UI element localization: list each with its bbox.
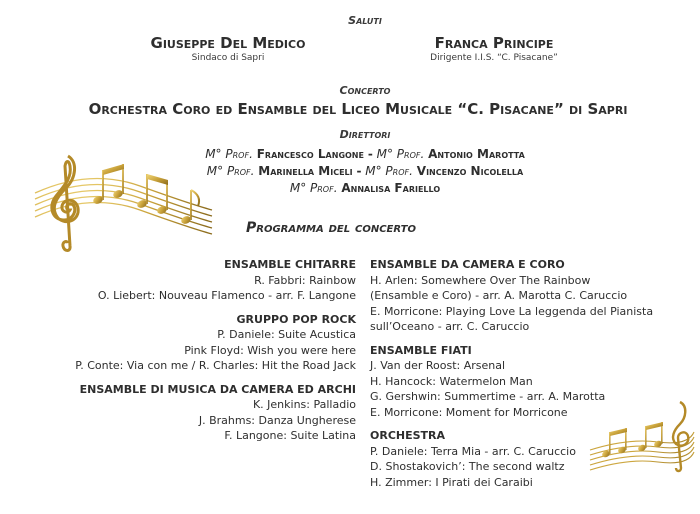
director-separator: - xyxy=(367,147,373,161)
director-prefix: M° Prof. xyxy=(376,147,425,161)
director-prefix: M° Prof. xyxy=(289,181,338,195)
mayor-role: Sindaco di Sapri xyxy=(191,53,265,63)
directors-line-2 xyxy=(0,164,700,178)
directors-line-3 xyxy=(0,181,700,195)
director-prefix: M° Prof. xyxy=(365,164,413,178)
director-separator: - xyxy=(356,164,362,178)
saluti-label: Saluti xyxy=(348,14,382,27)
program-item: H. Hancock: Watermelon Man xyxy=(370,374,533,388)
program-item: E. Morricone: Moment for Morricone xyxy=(370,405,568,419)
concerto-label: Concerto xyxy=(339,84,391,97)
principal-name: Franca Principe xyxy=(434,34,554,52)
programma-title: Programma del concerto xyxy=(246,220,416,236)
program-item: J. Van der Roost: Arsenal xyxy=(370,359,506,372)
direttori-label: Direttori xyxy=(339,128,391,141)
program-right-column xyxy=(370,257,690,490)
program-item: D. Shostakovich’: The second waltz xyxy=(370,460,565,473)
section-heading: ENSAMBLE DA CAMERA E CORO xyxy=(370,258,565,271)
program-item: P. Daniele: Terra Mia - arr. C. Caruccio xyxy=(370,444,576,458)
program-item: P. Conte: Via con me / R. Charles: Hit the Road Jack xyxy=(75,359,356,372)
program-item: K. Jenkins: Palladio xyxy=(252,398,356,411)
section-heading: ENSAMBLE FIATI xyxy=(370,343,472,357)
director-name: Vincenzo Nicolella xyxy=(416,164,524,178)
director-name: Francesco Langone xyxy=(256,147,364,161)
director-name: Marinella Miceli xyxy=(258,164,353,178)
program-item: H. Arlen: Somewhere Over The Rainbow xyxy=(370,273,591,287)
section-heading: ENSAMBLE CHITARRE xyxy=(224,258,356,271)
program-item: J. Brahms: Danza Ungherese xyxy=(198,413,356,427)
section-heading: ENSAMBLE DI MUSICA DA CAMERA ED ARCHI xyxy=(79,382,356,396)
program-item: G. Gershwin: Summertime - arr. A. Marotta xyxy=(370,390,606,403)
program-item: R. Fabbri: Rainbow xyxy=(254,273,356,287)
program-item: P. Daniele: Suite Acustica xyxy=(217,328,356,341)
orchestra-title: Orchestra Coro ed Ensamble del Liceo Musicale “C. Pisacane” di Sapri xyxy=(88,100,628,118)
program-item: O. Liebert: Nouveau Flamenco - arr. F. Langone xyxy=(97,289,356,302)
director-prefix: M° Prof. xyxy=(205,147,253,161)
director-prefix: M° Prof. xyxy=(206,164,255,178)
mayor-name: Giuseppe Del Medico xyxy=(150,34,306,52)
program-item: F. Langone: Suite Latina xyxy=(224,429,356,442)
principal-role: Dirigente I.I.S. “C. Pisacane” xyxy=(430,53,558,63)
program-item: H. Zimmer: I Pirati dei Caraibi xyxy=(370,475,533,489)
program-item: (Ensamble e Coro) - arr. A. Marotta C. Caruccio xyxy=(370,289,628,302)
program-item: E. Morricone: Playing Love La leggenda del Pianista xyxy=(370,304,654,318)
section-heading: GRUPPO POP ROCK xyxy=(236,312,356,326)
director-name: Antonio Marotta xyxy=(428,147,525,161)
director-name: Annalisa Fariello xyxy=(341,181,441,195)
directors-line-1 xyxy=(0,147,700,161)
program-item: Pink Floyd: Wish you were here xyxy=(184,343,356,357)
program-item: sull’Oceano - arr. C. Caruccio xyxy=(370,320,530,333)
program-left-column xyxy=(36,257,356,444)
section-heading: ORCHESTRA xyxy=(370,429,446,442)
